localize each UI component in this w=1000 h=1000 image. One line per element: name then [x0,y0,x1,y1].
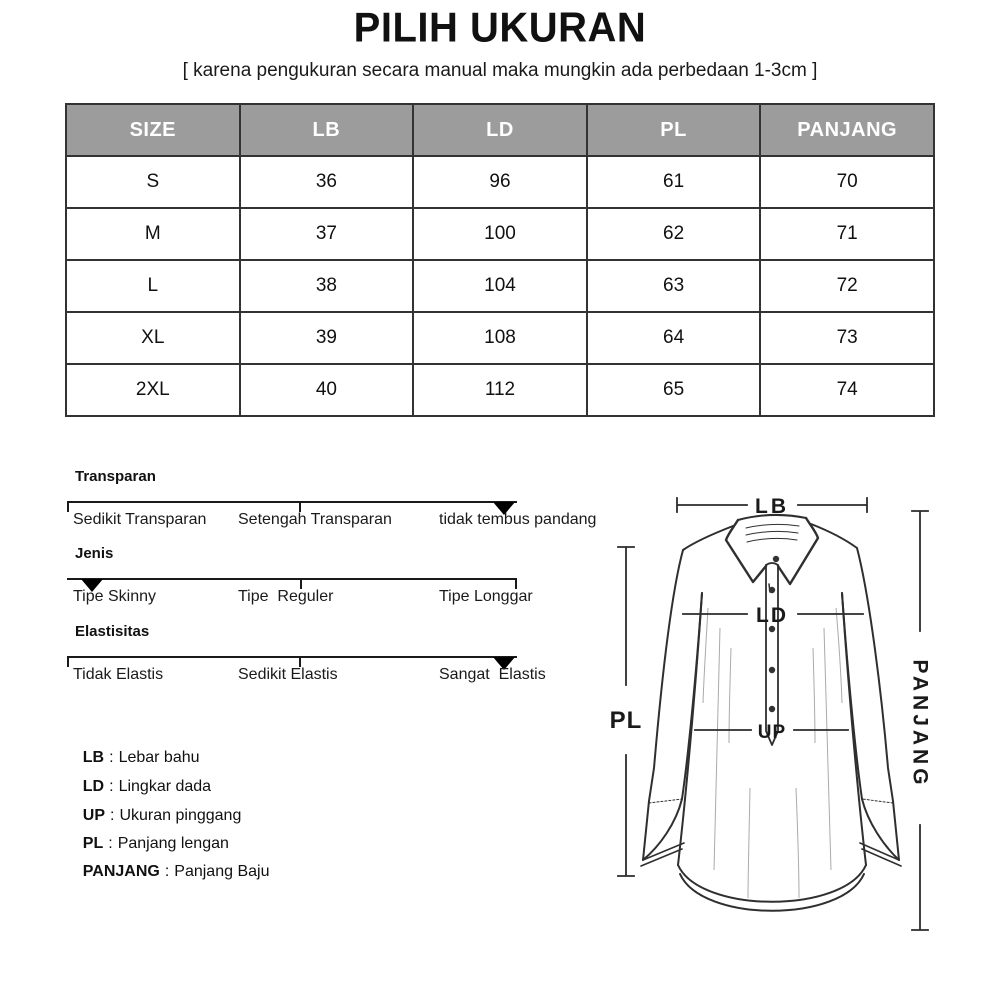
diagram-label-up: UP [757,722,787,743]
shirt-drape-lines [703,608,842,898]
header-cell-pl: PL [587,104,761,156]
legend-desc: Panjang Baju [174,863,270,880]
scale-track [67,578,517,580]
legend-separator: : [164,863,170,880]
table-cell: 63 [587,260,761,312]
table-cell: 96 [413,156,587,208]
scale-option-label: Tipe Longgar [439,588,533,605]
table-cell: L [66,260,240,312]
table-row-2xl [66,364,934,416]
legend-abbr: LB [82,749,105,766]
table-cell: 61 [587,156,761,208]
scale-tick [67,503,69,512]
header-cell-panjang: PANJANG [760,104,934,156]
table-cell: 73 [760,312,934,364]
table-cell: 71 [760,208,934,260]
legend-separator: : [108,835,113,852]
table-cell: 108 [413,312,587,364]
table-cell: 38 [240,260,414,312]
legend-separator: : [109,749,114,766]
shirt-outline [641,515,901,911]
table-cell: 104 [413,260,587,312]
table-cell: 74 [760,364,934,416]
scale-title: Transparan [75,468,156,485]
scale-option-label: tidak tembus pandang [439,511,597,528]
legend-item-panjang [65,845,269,899]
scale-title: Jenis [75,545,114,562]
scale-option-label: Sedikit Transparan [73,511,207,528]
table-cell: 64 [587,312,761,364]
diagram-label-pl: PL [609,707,643,734]
table-cell: 100 [413,208,587,260]
table-cell: S [66,156,240,208]
legend-separator: : [110,807,115,824]
legend-desc: Panjang lengan [117,835,229,852]
page-title: PILIH UKURAN [353,4,647,52]
diagram-label-ld: LD [756,604,788,627]
legend-abbr: UP [82,807,106,824]
table-row-s [66,156,934,208]
shirt-diagram [600,478,1000,960]
scale-option-label: Tipe Reguler [238,588,334,605]
table-cell: M [66,208,240,260]
legend-separator: : [109,778,114,795]
table-cell: 65 [587,364,761,416]
table-cell: 36 [240,156,414,208]
size-table-container [65,103,935,417]
scale-option-label: Tidak Elastis [73,666,164,683]
table-cell: 39 [240,312,414,364]
size-table [65,103,935,417]
scale-option-label: Tipe Skinny [73,588,156,605]
legend-desc: Ukuran pinggang [119,807,242,824]
scale-jenis [65,545,625,617]
scale-transparan [65,468,625,540]
legend-desc: Lebar bahu [118,749,200,766]
diagram-label-lb: LB [755,495,789,518]
table-cell: 72 [760,260,934,312]
table-row-m [66,208,934,260]
header-cell-lb: LB [240,104,414,156]
header-cell-ld: LD [413,104,587,156]
measurement-disclaimer: [ karena pengukuran secara manual maka mungkin ada perbedaan 1-3cm ] [182,60,818,81]
scale-title: Elastisitas [75,623,150,640]
legend-abbr: PANJANG [82,863,160,880]
diagram-label-panjang: PANJANG [908,659,932,789]
scale-track [67,656,517,658]
legend-abbr: LD [82,778,105,795]
scale-elastisitas [65,623,625,695]
table-row-xl [66,312,934,364]
scale-option-label: Setengah Transparan [238,511,392,528]
scale-option-label: Sangat Elastis [439,666,546,683]
table-cell: 2XL [66,364,240,416]
table-cell: XL [66,312,240,364]
table-cell: 40 [240,364,414,416]
scale-option-label: Sedikit Elastis [238,666,338,683]
table-cell: 112 [413,364,587,416]
table-cell: 37 [240,208,414,260]
table-row-l [66,260,934,312]
size-table-header-row [66,104,934,156]
table-cell: 70 [760,156,934,208]
table-cell: 62 [587,208,761,260]
scale-track [67,501,517,503]
scale-tick [67,658,69,667]
header-cell-size: SIZE [66,104,240,156]
legend-desc: Lingkar dada [118,778,212,795]
legend-abbr: PL [82,835,104,852]
